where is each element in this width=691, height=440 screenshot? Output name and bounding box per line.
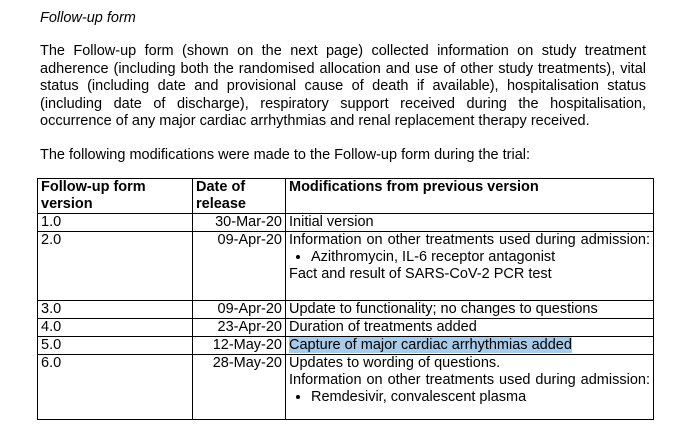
date-cell: 28-May-20	[193, 355, 286, 420]
modification-cell: Duration of treatments added	[286, 319, 654, 337]
column-header-modifications: Modifications from previous version	[286, 179, 654, 214]
table-row	[38, 337, 654, 355]
modifications-table	[37, 178, 654, 420]
version-cell: 2.0	[38, 232, 193, 301]
highlighted-text: Capture of major cardiac arrhythmias added	[289, 337, 572, 353]
date-cell: 23-Apr-20	[193, 319, 286, 337]
modification-text: Updates to wording of questions.	[289, 355, 501, 371]
section-heading: Follow-up form	[40, 10, 136, 26]
version-cell: 3.0	[38, 301, 193, 319]
date-cell: 09-Apr-20	[193, 301, 286, 319]
date-cell: 12-May-20	[193, 337, 286, 355]
modification-text: Information on other treatments used during admission:	[289, 372, 650, 388]
modification-cell	[286, 337, 654, 355]
modification-cell	[286, 355, 654, 420]
modification-text: Fact and result of SARS-CoV-2 PCR test	[289, 266, 552, 282]
table-row	[38, 319, 654, 337]
description-paragraph: The Follow-up form (shown on the next page) collected information on study treatment adherence (including both the randomised allocation and use of other study treatments), vital status (including date and provisional cause of death if available), hospitalisation status (including date of discharge), respiratory support received during the hospitalisation, occurrence of any major cardiac arrhythmias and renal replacement therapy received.	[40, 43, 646, 129]
date-cell: 09-Apr-20	[193, 232, 286, 301]
modification-cell: Update to functionality; no changes to questions	[286, 301, 654, 319]
table-row	[38, 232, 654, 301]
modification-cell	[286, 232, 654, 301]
modification-text: Information on other treatments used during admission:	[289, 232, 650, 248]
version-cell: 5.0	[38, 337, 193, 355]
table-row	[38, 355, 654, 420]
version-cell: 1.0	[38, 214, 193, 232]
column-header-date: Date of release	[193, 179, 286, 214]
date-cell: 30-Mar-20	[193, 214, 286, 232]
table-row	[38, 301, 654, 319]
intro-text: The following modifications were made to the Follow-up form during the trial:	[40, 147, 531, 163]
bullet-item: • Remdesivir, convalescent plasma	[311, 389, 650, 406]
bullet-item: • Azithromycin, IL-6 receptor antagonist	[311, 249, 650, 266]
table-row	[38, 214, 654, 232]
table-header-row	[38, 179, 654, 214]
bullet-list	[289, 249, 650, 266]
version-cell: 6.0	[38, 355, 193, 420]
version-cell: 4.0	[38, 319, 193, 337]
bullet-list	[289, 389, 650, 406]
column-header-version: Follow-up form version	[38, 179, 193, 214]
modification-cell: Initial version	[286, 214, 654, 232]
